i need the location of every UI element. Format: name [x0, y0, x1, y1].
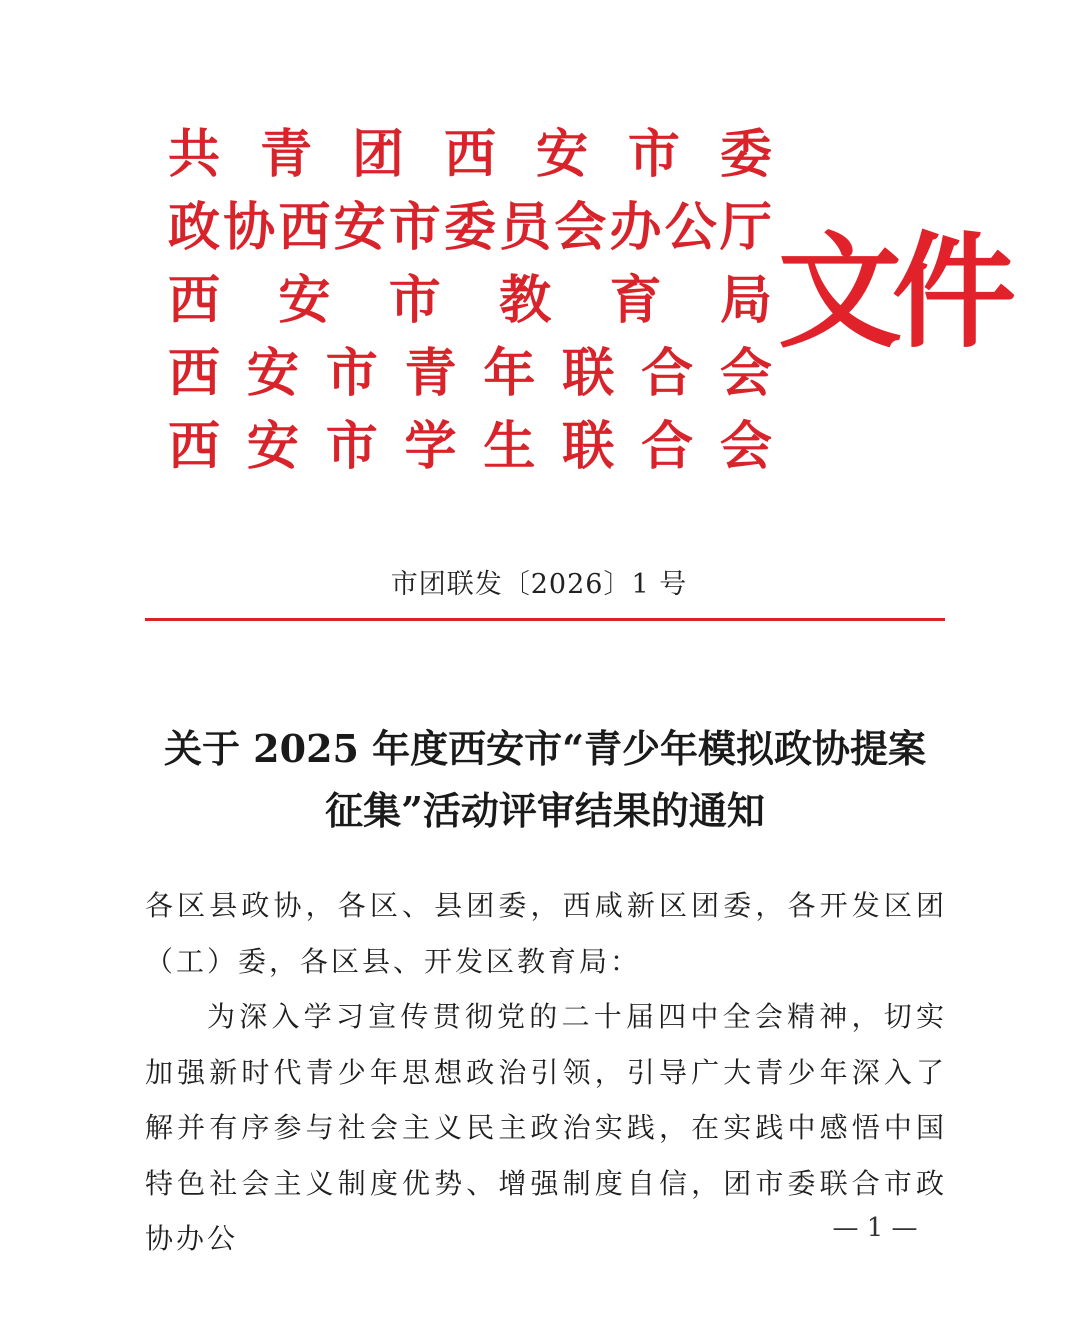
body-paragraph: 为深入学习宣传贯彻党的二十届四中全会精神，切实加强新时代青少年思想政治引领，引导广大青少年深入了解并有序参与社会主义民主政治实践，在实践中感悟中国特色社会主义制度优势、增强制度自信，团市委联合市政协办公 [145, 1000, 947, 1255]
issuer-line-1: 共 青 团 西 安 市 委 [168, 124, 772, 185]
page-number: — 1 — [832, 1213, 918, 1243]
issuer-line-3: 西 安 市 教 育 局 [168, 270, 772, 331]
title-line-1: 关于 2025 年度西安市“青少年模拟政协提案 [163, 726, 927, 771]
red-divider [145, 618, 945, 621]
issuer-line-2: 政 协 西 安 市 委 员 会 办 公 厅 [168, 197, 772, 258]
addressee: 各区县政协，各区、县团委，西咸新区团委，各开发区团（工）委，各区县、开发区教育局： [145, 889, 947, 978]
issuer-line-4: 西 安 市 青 年 联 合 会 [168, 343, 772, 404]
issuer-line-5: 西 安 市 学 生 联 合 会 [168, 416, 772, 477]
title-line-2: 征集”活动评审结果的通知 [325, 788, 765, 833]
document-label: 文件 [778, 221, 1007, 365]
notice-title [130, 718, 960, 842]
issuer-block [168, 118, 772, 483]
document-number: 市团联发〔2026〕1 号 [390, 569, 688, 600]
